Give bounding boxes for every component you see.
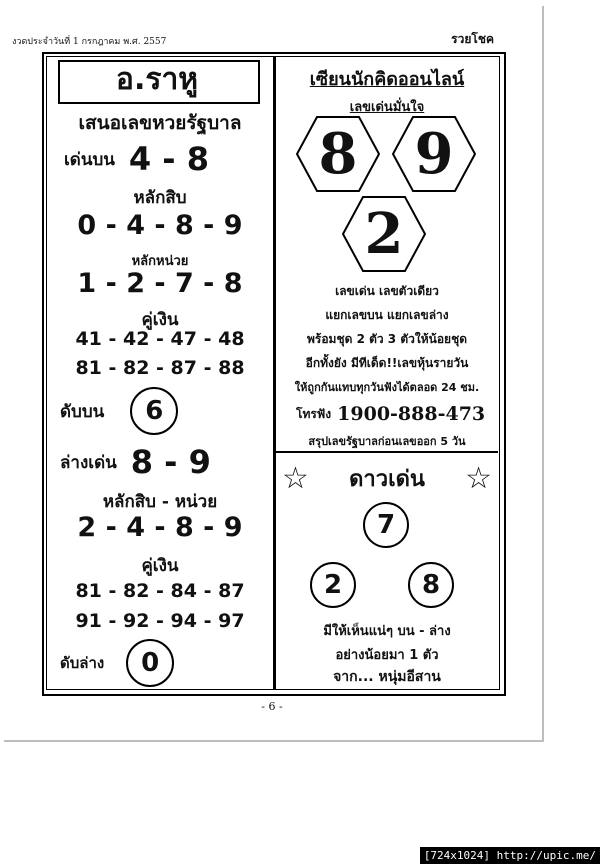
section-divider <box>276 451 498 453</box>
dub-bottom-label: ดับล่าง <box>60 654 105 672</box>
info-line-4: อีกทั้งยัง มีทีเด็ด!!เลขหุ้นรายวัน <box>305 356 469 370</box>
hex-digit-1: 8 <box>296 116 380 192</box>
author-name: อ.ราหู <box>115 62 199 97</box>
dub-top-label: ดับบน <box>60 401 105 422</box>
page-number: - 6 - <box>261 700 283 713</box>
hex-digit-3: 2 <box>342 196 426 272</box>
dub-bottom-row <box>60 640 174 686</box>
pairs-row-2: 81 - 82 - 87 - 88 <box>75 357 245 379</box>
info-line-5: ให้ถูกกันแทบทุกวันฟังได้ตลอด 24 ชม. <box>294 381 480 394</box>
units-digits: 1 - 2 - 7 - 8 <box>77 268 243 299</box>
star-icon: ☆ <box>282 460 309 496</box>
dub-bottom-circle: 0 <box>126 639 174 687</box>
pairs2-row-1: 81 - 82 - 84 - 87 <box>75 580 245 602</box>
column-divider <box>273 56 276 690</box>
bottom-label: ล่างเด่น <box>60 452 117 473</box>
star-line-1: มีให้เห็นแน่ๆ บน - ล่าง <box>323 624 451 639</box>
units-label: หลักหน่วย <box>131 254 189 269</box>
pairs2-label: คู่เงิน <box>141 556 179 576</box>
issue-date: งวดประจำวันที่ 1 กรกฎาคม พ.ศ. 2557 <box>12 37 167 47</box>
left-subtitle: เสนอเลขหวยรัฐบาล <box>78 112 242 134</box>
phone-label: โทรฟัง <box>296 406 332 421</box>
star-circle-left: 2 <box>310 562 356 608</box>
star-title-row <box>282 460 492 496</box>
phone-number: 1900-888-473 <box>337 403 486 425</box>
top-row <box>64 140 209 178</box>
image-watermark: [724x1024] http://upic.me/ <box>420 847 600 864</box>
dub-top-circle: 6 <box>130 387 178 435</box>
info-line-1: เลขเด่น เลขตัวเดียว <box>335 284 439 298</box>
right-title: เซียนนักคิดออนไลน์ <box>309 69 465 90</box>
top-digits: 4 - 8 <box>128 140 209 178</box>
tens-units-label: หลักสิบ - หน่วย <box>102 492 218 512</box>
bottom-row <box>60 442 211 482</box>
right-subtitle: เลขเด่นมั่นใจ <box>349 100 425 115</box>
hex-digit-2: 9 <box>392 116 476 192</box>
page-header <box>4 8 534 48</box>
tens-digits: 0 - 4 - 8 - 9 <box>77 210 243 241</box>
star-title: ดาวเด่น <box>349 466 425 492</box>
star-line-2: อย่างน้อยมา 1 ตัว <box>335 648 439 663</box>
bottom-digits: 8 - 9 <box>130 443 211 481</box>
tens-units-digits: 2 - 4 - 8 - 9 <box>77 512 243 543</box>
dub-top-row <box>60 388 178 434</box>
magazine-name: รวยโชค <box>451 32 494 46</box>
star-line-3: จาก... หนุ่มอีสาน <box>333 669 441 685</box>
closing-line: สรุปเลขรัฐบาลก่อนเลขออก 5 วัน <box>308 435 466 448</box>
pairs-row-1: 41 - 42 - 47 - 48 <box>75 328 245 350</box>
tens-label: หลักสิบ <box>133 188 187 208</box>
phone-row <box>296 400 485 428</box>
pairs-label: คู่เงิน <box>141 310 179 330</box>
star-icon: ☆ <box>465 460 492 496</box>
info-line-2: แยกเลขบน แยกเลขล่าง <box>325 308 449 322</box>
top-label: เด่นบน <box>64 149 115 170</box>
star-circle-top: 7 <box>363 502 409 548</box>
star-circle-right: 8 <box>408 562 454 608</box>
info-line-3: พร้อมชุด 2 ตัว 3 ตัวให้น้อยชุด <box>306 332 468 346</box>
pairs2-row-2: 91 - 92 - 94 - 97 <box>75 610 245 632</box>
